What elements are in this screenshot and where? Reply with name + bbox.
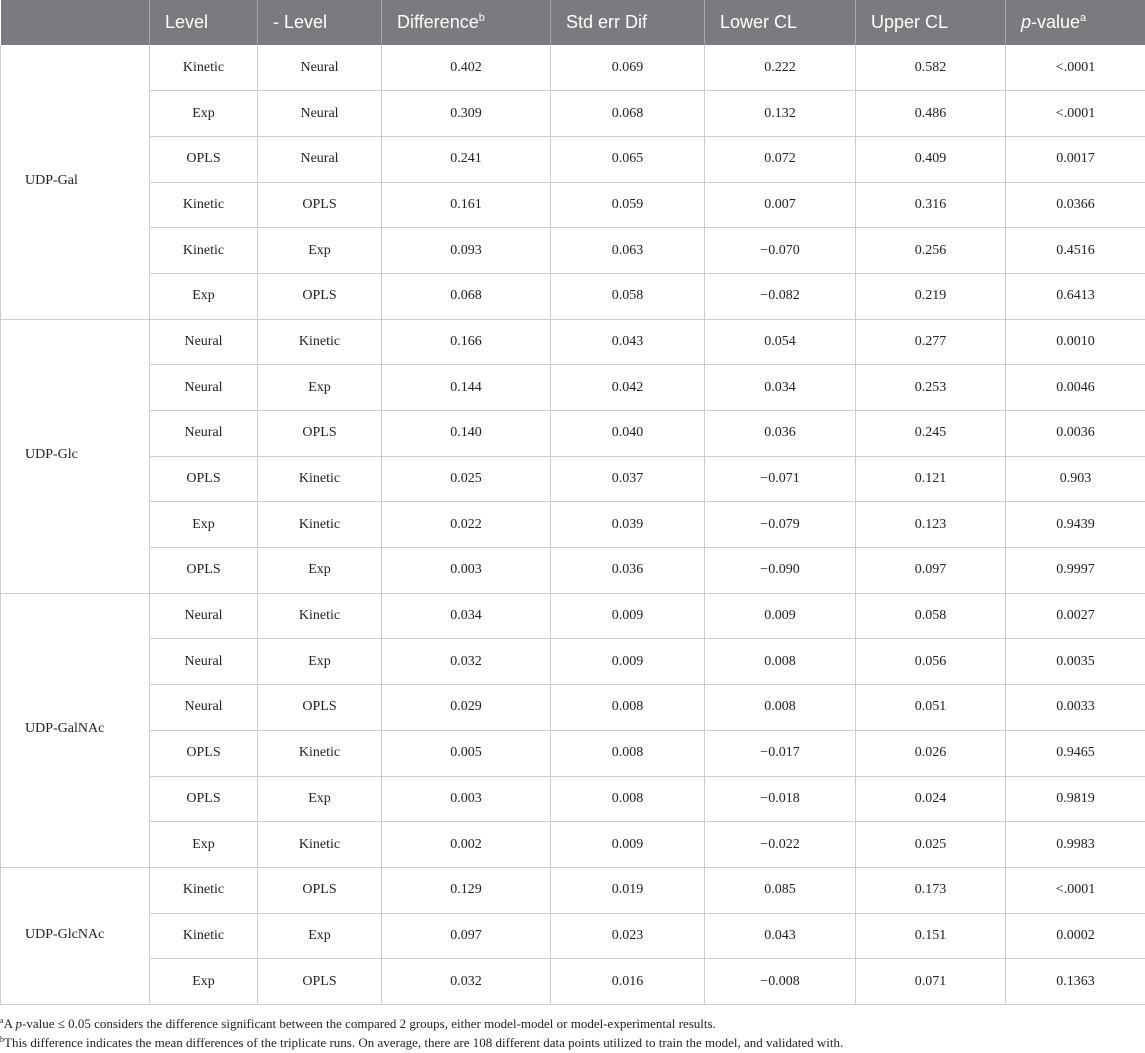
minus-level-cell: OPLS	[258, 273, 382, 319]
upper-cl-cell: 0.256	[856, 228, 1006, 274]
std-err-cell: 0.019	[551, 867, 705, 913]
pvalue-cell: 0.0027	[1006, 593, 1145, 639]
lower-cl-cell: 0.132	[705, 91, 856, 137]
level-cell: Kinetic	[150, 228, 258, 274]
upper-cl-cell: 0.097	[856, 548, 1006, 594]
table-row	[1, 228, 1145, 274]
pvalue-cell: 0.9465	[1006, 730, 1145, 776]
std-err-cell: 0.023	[551, 913, 705, 959]
table-row	[1, 456, 1145, 502]
lower-cl-cell: −0.070	[705, 228, 856, 274]
minus-level-cell: OPLS	[258, 411, 382, 457]
pvalue-cell: 0.0366	[1006, 182, 1145, 228]
difference-cell: 0.003	[382, 776, 551, 822]
minus-level-cell: OPLS	[258, 959, 382, 1005]
upper-cl-cell: 0.245	[856, 411, 1006, 457]
header-row	[1, 0, 1145, 45]
difference-cell: 0.068	[382, 273, 551, 319]
group-label-cell: UDP-Glc	[1, 319, 150, 593]
lower-cl-cell: 0.054	[705, 319, 856, 365]
level-cell: Neural	[150, 639, 258, 685]
pvalue-cell: <.0001	[1006, 45, 1145, 91]
lower-cl-cell: −0.018	[705, 776, 856, 822]
level-cell: Kinetic	[150, 913, 258, 959]
table-row	[1, 822, 1145, 868]
table-body	[1, 45, 1145, 1004]
difference-cell: 0.402	[382, 45, 551, 91]
lower-cl-cell: 0.043	[705, 913, 856, 959]
pvalue-cell: 0.9819	[1006, 776, 1145, 822]
upper-cl-cell: 0.316	[856, 182, 1006, 228]
level-cell: OPLS	[150, 730, 258, 776]
minus-level-cell: Neural	[258, 45, 382, 91]
level-cell: OPLS	[150, 456, 258, 502]
difference-cell: 0.025	[382, 456, 551, 502]
minus-level-cell: Kinetic	[258, 593, 382, 639]
lower-cl-cell: −0.082	[705, 273, 856, 319]
upper-cl-cell: 0.486	[856, 91, 1006, 137]
lower-cl-cell: 0.009	[705, 593, 856, 639]
upper-cl-cell: 0.219	[856, 273, 1006, 319]
pvalue-cell: 0.9439	[1006, 502, 1145, 548]
std-err-cell: 0.008	[551, 685, 705, 731]
upper-cl-cell: 0.056	[856, 639, 1006, 685]
table-row	[1, 91, 1145, 137]
pvalue-cell: 0.1363	[1006, 959, 1145, 1005]
header-upper-cl: Upper CL	[856, 0, 1006, 45]
pvalue-cell: 0.903	[1006, 456, 1145, 502]
table-row	[1, 685, 1145, 731]
std-err-cell: 0.063	[551, 228, 705, 274]
level-cell: OPLS	[150, 776, 258, 822]
level-cell: Exp	[150, 91, 258, 137]
difference-cell: 0.032	[382, 639, 551, 685]
upper-cl-cell: 0.151	[856, 913, 1006, 959]
header-difference: Difference$^b$	[382, 0, 551, 45]
group-label-cell: UDP-GlcNAc	[1, 867, 150, 1004]
group-label-cell: UDP-GalNAc	[1, 593, 150, 867]
minus-level-cell: Kinetic	[258, 822, 382, 868]
lower-cl-cell: −0.071	[705, 456, 856, 502]
difference-cell: 0.034	[382, 593, 551, 639]
pvalue-cell: 0.0002	[1006, 913, 1145, 959]
level-cell: Neural	[150, 319, 258, 365]
upper-cl-cell: 0.173	[856, 867, 1006, 913]
std-err-cell: 0.059	[551, 182, 705, 228]
level-cell: Neural	[150, 593, 258, 639]
minus-level-cell: Exp	[258, 548, 382, 594]
upper-cl-cell: 0.253	[856, 365, 1006, 411]
lower-cl-cell: 0.034	[705, 365, 856, 411]
table-row	[1, 548, 1145, 594]
minus-level-cell: Exp	[258, 365, 382, 411]
std-err-cell: 0.068	[551, 91, 705, 137]
level-cell: Neural	[150, 411, 258, 457]
pvalue-cell: 0.0033	[1006, 685, 1145, 731]
std-err-cell: 0.008	[551, 730, 705, 776]
footnote-b: $^b$This difference indicates the mean differences of the triplicate runs. On average, there are 108 different data points utilized to train the model, and validated with.	[0, 1035, 844, 1050]
minus-level-cell: Exp	[258, 228, 382, 274]
minus-level-cell: OPLS	[258, 867, 382, 913]
upper-cl-cell: 0.051	[856, 685, 1006, 731]
table-row	[1, 593, 1145, 639]
table-row	[1, 730, 1145, 776]
header-lower-cl: Lower CL	[705, 0, 856, 45]
std-err-cell: 0.016	[551, 959, 705, 1005]
lower-cl-cell: −0.017	[705, 730, 856, 776]
minus-level-cell: Kinetic	[258, 456, 382, 502]
std-err-cell: 0.040	[551, 411, 705, 457]
lower-cl-cell: −0.022	[705, 822, 856, 868]
footnotes	[0, 1014, 843, 1052]
lower-cl-cell: 0.222	[705, 45, 856, 91]
upper-cl-cell: 0.277	[856, 319, 1006, 365]
minus-level-cell: Kinetic	[258, 502, 382, 548]
minus-level-cell: Neural	[258, 91, 382, 137]
difference-cell: 0.029	[382, 685, 551, 731]
difference-cell: 0.144	[382, 365, 551, 411]
lower-cl-cell: −0.079	[705, 502, 856, 548]
minus-level-cell: Kinetic	[258, 730, 382, 776]
pvalue-cell: 0.6413	[1006, 273, 1145, 319]
difference-cell: 0.140	[382, 411, 551, 457]
minus-level-cell: Neural	[258, 136, 382, 182]
std-err-cell: 0.069	[551, 45, 705, 91]
level-cell: Neural	[150, 685, 258, 731]
level-cell: Exp	[150, 822, 258, 868]
pvalue-cell: 0.0017	[1006, 136, 1145, 182]
level-cell: Exp	[150, 959, 258, 1005]
difference-cell: 0.097	[382, 913, 551, 959]
minus-level-cell: Exp	[258, 639, 382, 685]
table-row	[1, 365, 1145, 411]
table-row	[1, 639, 1145, 685]
std-err-cell: 0.065	[551, 136, 705, 182]
std-err-cell: 0.008	[551, 776, 705, 822]
level-cell: Kinetic	[150, 182, 258, 228]
table-row	[1, 959, 1145, 1005]
level-cell: OPLS	[150, 136, 258, 182]
lower-cl-cell: 0.007	[705, 182, 856, 228]
lower-cl-cell: 0.008	[705, 639, 856, 685]
footnote-a: $^a$A p-value ≤ 0.05 considers the difference significant between the compared 2 groups, either model-model or model-experimental results.	[0, 1016, 716, 1031]
minus-level-cell: OPLS	[258, 182, 382, 228]
table-row	[1, 776, 1145, 822]
table-row	[1, 136, 1145, 182]
std-err-cell: 0.009	[551, 639, 705, 685]
upper-cl-cell: 0.024	[856, 776, 1006, 822]
upper-cl-cell: 0.121	[856, 456, 1006, 502]
std-err-cell: 0.039	[551, 502, 705, 548]
std-err-cell: 0.009	[551, 822, 705, 868]
table-row	[1, 913, 1145, 959]
difference-cell: 0.003	[382, 548, 551, 594]
lower-cl-cell: 0.036	[705, 411, 856, 457]
table-row	[1, 502, 1145, 548]
pvalue-cell: 0.0046	[1006, 365, 1145, 411]
upper-cl-cell: 0.123	[856, 502, 1006, 548]
minus-level-cell: OPLS	[258, 685, 382, 731]
pvalue-cell: 0.9983	[1006, 822, 1145, 868]
header-std-err: Std err Dif	[551, 0, 705, 45]
std-err-cell: 0.036	[551, 548, 705, 594]
pvalue-cell: 0.9997	[1006, 548, 1145, 594]
level-cell: Neural	[150, 365, 258, 411]
upper-cl-cell: 0.025	[856, 822, 1006, 868]
std-err-cell: 0.037	[551, 456, 705, 502]
table-row	[1, 182, 1145, 228]
difference-cell: 0.022	[382, 502, 551, 548]
std-err-cell: 0.009	[551, 593, 705, 639]
pvalue-cell: 0.4516	[1006, 228, 1145, 274]
upper-cl-cell: 0.071	[856, 959, 1006, 1005]
level-cell: Kinetic	[150, 45, 258, 91]
minus-level-cell: Exp	[258, 913, 382, 959]
upper-cl-cell: 0.582	[856, 45, 1006, 91]
minus-level-cell: Kinetic	[258, 319, 382, 365]
level-cell: Kinetic	[150, 867, 258, 913]
table-row	[1, 867, 1145, 913]
group-label-cell: UDP-Gal	[1, 45, 150, 319]
difference-cell: 0.093	[382, 228, 551, 274]
upper-cl-cell: 0.058	[856, 593, 1006, 639]
table-row	[1, 319, 1145, 365]
minus-level-cell: Exp	[258, 776, 382, 822]
upper-cl-cell: 0.409	[856, 136, 1006, 182]
lower-cl-cell: 0.072	[705, 136, 856, 182]
difference-cell: 0.241	[382, 136, 551, 182]
table-row	[1, 45, 1145, 91]
difference-cell: 0.032	[382, 959, 551, 1005]
level-cell: Exp	[150, 502, 258, 548]
pvalue-cell: 0.0035	[1006, 639, 1145, 685]
level-cell: OPLS	[150, 548, 258, 594]
std-err-cell: 0.058	[551, 273, 705, 319]
header-minus-level: - Level	[258, 0, 382, 45]
std-err-cell: 0.043	[551, 319, 705, 365]
std-err-cell: 0.042	[551, 365, 705, 411]
header-group	[1, 0, 150, 45]
difference-cell: 0.309	[382, 91, 551, 137]
difference-cell: 0.161	[382, 182, 551, 228]
difference-cell: 0.002	[382, 822, 551, 868]
pvalue-cell: <.0001	[1006, 91, 1145, 137]
difference-cell: 0.005	[382, 730, 551, 776]
header-level: Level	[150, 0, 258, 45]
difference-cell: 0.129	[382, 867, 551, 913]
lower-cl-cell: 0.008	[705, 685, 856, 731]
pvalue-cell: <.0001	[1006, 867, 1145, 913]
pvalue-cell: 0.0036	[1006, 411, 1145, 457]
header-pvalue: p-value$^a$	[1006, 0, 1145, 45]
level-cell: Exp	[150, 273, 258, 319]
pvalue-cell: 0.0010	[1006, 319, 1145, 365]
lower-cl-cell: −0.008	[705, 959, 856, 1005]
lower-cl-cell: 0.085	[705, 867, 856, 913]
table-row	[1, 411, 1145, 457]
difference-cell: 0.166	[382, 319, 551, 365]
lower-cl-cell: −0.090	[705, 548, 856, 594]
table-row	[1, 273, 1145, 319]
upper-cl-cell: 0.026	[856, 730, 1006, 776]
